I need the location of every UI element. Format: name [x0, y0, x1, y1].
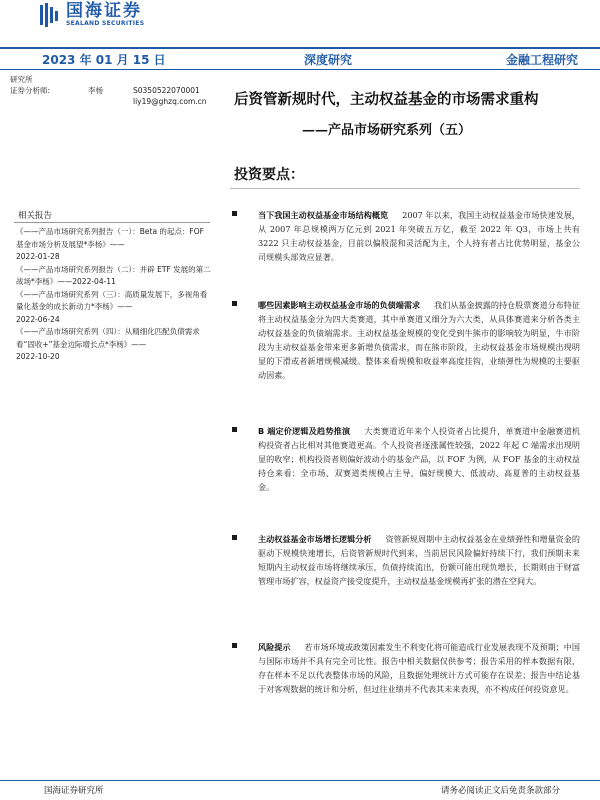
footer-institute: 国海证券研究所 [44, 786, 104, 796]
related-reports-rule [14, 222, 210, 223]
key-point-lead: 风险提示 [258, 642, 291, 652]
related-report-item[interactable] [16, 289, 212, 327]
key-point-lead: 哪些因素影响主动权益基金市场的负债端需求 [258, 300, 421, 310]
key-point-lead: B 端定价逻辑及趋势推演 [258, 426, 351, 436]
analyst-email[interactable]: liy19@ghzq.com.cn [133, 97, 207, 106]
institute-label: 研究所 [10, 75, 33, 84]
analyst-name: 李杨 [88, 86, 103, 95]
related-report-item[interactable] [16, 226, 212, 264]
report-subtitle: ——产品市场研究系列（五） [302, 123, 472, 138]
key-point-lead: 当下我国主动权益基金市场结构概览 [258, 210, 389, 220]
brand-name-cn: 国海证券 [66, 1, 142, 21]
report-category: 金融工程研究 [505, 52, 578, 67]
bullet-square-icon [232, 301, 237, 306]
brand-name-en: SEALAND SECURITIES [66, 20, 145, 27]
analyst-info [10, 74, 207, 107]
analyst-cert: S0350522070001 [133, 86, 200, 95]
related-reports-list [16, 226, 212, 364]
footer-rule [0, 780, 600, 781]
key-point-body: 大类赛道近年来个人投资者占比提升，单赛道中金融赛道机构投资者占比相对其他赛道更高。个人投资者逐涨属性较强，2022 年起 C 端需求出现明显的收窄；机构投资者则偏好波动小的基金产品，以 FOF 为例，从 FOF 基金的主动权益持仓来看：全市场、双赛道类规模占主导，偏好规模大、低波动、高夏普的主动权益基金。 [258, 426, 580, 492]
footer-disclaimer: 请务必阅读正文后免责条款部分 [440, 786, 560, 796]
related-report-text: 《——产品市场研究系列报告（一）：Beta 的起点：FOF 基金市场分析及展望*李杨》—— [16, 227, 204, 249]
bullet-square-icon [232, 427, 237, 432]
related-report-item[interactable] [16, 264, 212, 289]
key-point-body: 若市场环境或政策因素发生不利变化将可能造成行业发展表现不及预期；中国与国际市场并不具有完全可比性。报告中相关数据仅供参考；报告采用的样本数据有限，存在样本不足以代表整体市场的风险，且数据处理统计方式可能存在误差；报告中结论基于对客观数据的统计和分析，但过往业绩并不代表其未来表现，亦不构成任何投资意见。 [258, 642, 580, 694]
key-point-body: 我们从基金披露的持仓股票赛道分布特征将主动权益基金分为四大类赛道，其中单赛道又细分为六大类，从具体赛道来分析各类主动权益基金的负债端需求。主动权益基金规模的变化受到牛熊市的影响较为明显，牛市阶段为主动权益基金带来更多新增负债需求，而在熊市阶段，主动权益基金市场规模出现明显的下滑或者新增规模减缓。整体来看规模和收益率高度挂钩，业绩弹性为规模的主要驱动因素。 [258, 300, 580, 380]
bullet-square-icon [232, 643, 237, 648]
related-report-date: 2022-01-28 [16, 252, 60, 261]
related-report-date: 2022-06-24 [16, 314, 60, 324]
related-report-text: 《——产品市场研究系列（四）：从精细化匹配负债需求看“固收+”基金边际增长点*李杨》—— [16, 327, 200, 349]
key-point-body: 资管新规周期中主动权益基金在业绩弹性和增量资金的驱动下规模快速增长，后资管新规时代到来，当前居民风险偏好持续下行，我们预期未来短期内主动权益市场将继续承压，负债持续流出，份额可能出现负增长，长期则由于财富管理市场扩容，权益资产接受度提升，主动权益基金规模再扩张的潜在空间大。 [258, 534, 580, 586]
related-report-item[interactable] [16, 326, 212, 364]
related-report-text: 《——产品市场研究系列报告（二）：并辟 ETF 发展的第二战场*李杨》——2022-04-11 [16, 264, 211, 286]
analyst-label: 证券分析师: [10, 86, 51, 95]
header-bottom-rule [0, 69, 600, 70]
brand-logo [40, 2, 144, 28]
related-report-date: 2022-10-20 [16, 352, 60, 361]
report-type: 深度研究 [304, 52, 353, 67]
logo-mark-icon [40, 3, 62, 27]
bullet-square-icon [232, 535, 237, 540]
related-reports-heading: 相关报告 [18, 211, 53, 221]
key-points-rule [230, 188, 580, 189]
report-title: 后资管新规时代，主动权益基金的市场需求重构 [234, 91, 539, 108]
key-points-heading: 投资要点： [234, 167, 304, 183]
report-date: 2023 年 01 月 15 日 [42, 52, 166, 67]
related-report-text: 《——产品市场研究系列（三）：高质量发展下，多视角看量化基金的成长新动力*李杨》—— [16, 289, 208, 311]
header-bar [0, 49, 600, 69]
bullet-square-icon [232, 211, 237, 216]
key-point-lead: 主动权益基金市场增长逻辑分析 [258, 534, 372, 544]
key-point-body: 2007 年以来，我国主动权益基金市场快速发展，从 2007 年总规模两万亿元到 2021 年突破五万亿，截至 2022 年 Q3，市场上共有 3222 只主动权益基金，目前以偏股混和灵活配为主，个人持有者占比优势明显，基金公司规模头部效应显著。 [258, 210, 580, 262]
